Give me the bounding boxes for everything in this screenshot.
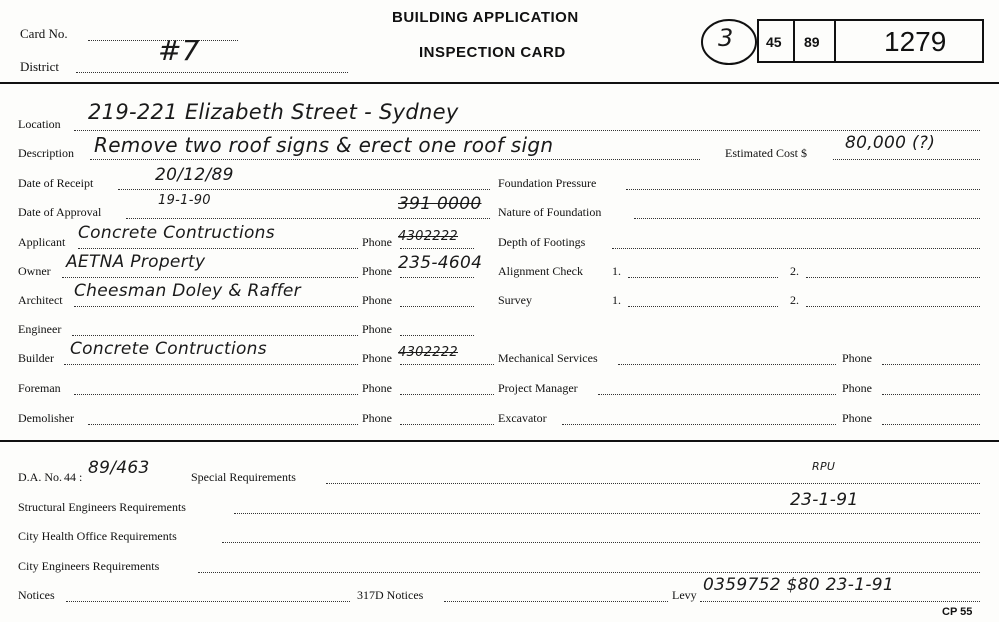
applicant-phone-field[interactable] (400, 248, 474, 249)
district-field[interactable] (76, 72, 348, 73)
applicant-label: Applicant (18, 235, 66, 249)
survey-2-field[interactable] (806, 306, 980, 307)
structural-field[interactable] (234, 513, 980, 514)
location-label: Location (18, 117, 61, 131)
date-approval-field[interactable] (126, 218, 490, 219)
engineer-phone-label: Phone (362, 322, 392, 336)
card-box-main-value: 1279 (884, 26, 947, 57)
survey-1-field[interactable] (628, 306, 778, 307)
estimated-cost-label: Estimated Cost $ (725, 146, 807, 160)
card-box-a-value: 45 (766, 34, 782, 50)
project-manager-phone-field[interactable] (882, 394, 980, 395)
estimated-cost-value: 80,000 (?) (845, 133, 936, 153)
levy-label: Levy (672, 588, 697, 602)
estimated-cost-field[interactable] (833, 159, 980, 160)
depth-footings-field[interactable] (612, 248, 980, 249)
levy-value: 0359752 $80 23-1-91 (703, 575, 895, 595)
notices-field[interactable] (66, 601, 350, 602)
district-value: #7 (158, 34, 200, 67)
form-title-line1: BUILDING APPLICATION (392, 9, 579, 26)
excavator-field[interactable] (562, 424, 836, 425)
location-value: 219-221 Elizabeth Street - Sydney (88, 100, 459, 124)
owner-label: Owner (18, 264, 51, 278)
alignment-check-label: Alignment Check (498, 264, 583, 278)
foundation-pressure-field[interactable] (626, 189, 980, 190)
description-label: Description (18, 146, 74, 160)
builder-label: Builder (18, 351, 54, 365)
date-approval-label: Date of Approval (18, 205, 102, 219)
date-receipt-field[interactable] (118, 189, 490, 190)
levy-field[interactable] (700, 601, 980, 602)
engineer-label: Engineer (18, 322, 62, 336)
demolisher-phone-label: Phone (362, 411, 392, 425)
health-label: City Health Office Requirements (18, 529, 177, 543)
foundation-pressure-label: Foundation Pressure (498, 176, 597, 190)
date-approval-value: 19-1-90 (158, 193, 211, 208)
owner-phone-label: Phone (362, 264, 392, 278)
nature-foundation-label: Nature of Foundation (498, 205, 602, 219)
depth-footings-label: Depth of Footings (498, 235, 586, 249)
notices-label: Notices (18, 588, 55, 602)
owner-phone-field[interactable] (400, 277, 474, 278)
da-no-label: D.A. No. (18, 470, 62, 484)
notices-317d-label: 317D Notices (357, 588, 424, 602)
survey-label: Survey (498, 293, 532, 307)
demolisher-phone-field[interactable] (400, 424, 494, 425)
circled-number: 3 (718, 24, 734, 52)
alignment-check-1-field[interactable] (628, 277, 778, 278)
applicant-field[interactable] (78, 248, 358, 249)
structural-label: Structural Engineers Requirements (18, 500, 186, 514)
notices-317d-field[interactable] (444, 601, 668, 602)
card-box-a (757, 19, 795, 63)
district-label: District (20, 59, 59, 74)
card-box-b (793, 19, 836, 63)
architect-value: Cheesman Doley & Raffer (74, 281, 301, 301)
mechanical-phone-field[interactable] (882, 364, 980, 365)
section-divider (0, 440, 999, 442)
da-no-value: 89/463 (88, 458, 150, 478)
health-field[interactable] (222, 542, 980, 543)
city-engineers-field[interactable] (198, 572, 980, 573)
description-field[interactable] (90, 159, 700, 160)
owner-field[interactable] (62, 277, 358, 278)
alignment-check-1-label: 1. (612, 264, 621, 278)
alignment-check-2-label: 2. (790, 264, 799, 278)
applicant-phone-label: Phone (362, 235, 392, 249)
da-no-prefix: 44 : (64, 470, 83, 484)
excavator-phone-label: Phone (842, 411, 872, 425)
location-field[interactable] (74, 130, 980, 131)
foreman-field[interactable] (74, 394, 358, 395)
survey-1-label: 1. (612, 293, 621, 307)
architect-phone-label: Phone (362, 293, 392, 307)
demolisher-label: Demolisher (18, 411, 74, 425)
builder-phone-value: 4302222 (398, 345, 458, 360)
foreman-phone-field[interactable] (400, 394, 494, 395)
engineer-phone-field[interactable] (400, 335, 474, 336)
form-code: CP 55 (942, 606, 973, 618)
survey-2-label: 2. (790, 293, 799, 307)
mechanical-services-field[interactable] (618, 364, 836, 365)
project-manager-phone-label: Phone (842, 381, 872, 395)
architect-label: Architect (18, 293, 63, 307)
nature-foundation-field[interactable] (634, 218, 980, 219)
approval-note: 391 0000 (398, 194, 482, 214)
engineer-field[interactable] (72, 335, 358, 336)
excavator-label: Excavator (498, 411, 547, 425)
applicant-value: Concrete Contructions (78, 223, 275, 243)
owner-value: AETNA Property (66, 252, 206, 272)
rpu-note: RPU (812, 460, 836, 473)
applicant-phone-value: 4302222 (398, 229, 458, 244)
architect-field[interactable] (74, 306, 358, 307)
date-receipt-value: 20/12/89 (155, 165, 234, 185)
city-engineers-label: City Engineers Requirements (18, 559, 160, 573)
demolisher-field[interactable] (88, 424, 358, 425)
mechanical-services-label: Mechanical Services (498, 351, 598, 365)
description-value: Remove two roof signs & erect one roof sign (94, 133, 554, 157)
mechanical-phone-label: Phone (842, 351, 872, 365)
header-divider (0, 82, 999, 84)
structural-date: 23-1-91 (790, 490, 859, 510)
card-box-main (834, 19, 984, 63)
builder-value: Concrete Contructions (70, 339, 267, 359)
form-title-line2: INSPECTION CARD (419, 44, 566, 61)
project-manager-field[interactable] (598, 394, 836, 395)
foreman-phone-label: Phone (362, 381, 392, 395)
special-requirements-field[interactable] (326, 483, 980, 484)
architect-phone-field[interactable] (400, 306, 474, 307)
card-no-label: Card No. (20, 26, 68, 41)
builder-phone-field[interactable] (400, 364, 494, 365)
excavator-phone-field[interactable] (882, 424, 980, 425)
owner-phone-value: 235-4604 (398, 253, 483, 273)
foreman-label: Foreman (18, 381, 61, 395)
builder-phone-label: Phone (362, 351, 392, 365)
alignment-check-2-field[interactable] (806, 277, 980, 278)
project-manager-label: Project Manager (498, 381, 578, 395)
card-box-b-value: 89 (804, 34, 820, 50)
special-requirements-label: Special Requirements (191, 470, 296, 484)
date-receipt-label: Date of Receipt (18, 176, 94, 190)
builder-field[interactable] (64, 364, 358, 365)
